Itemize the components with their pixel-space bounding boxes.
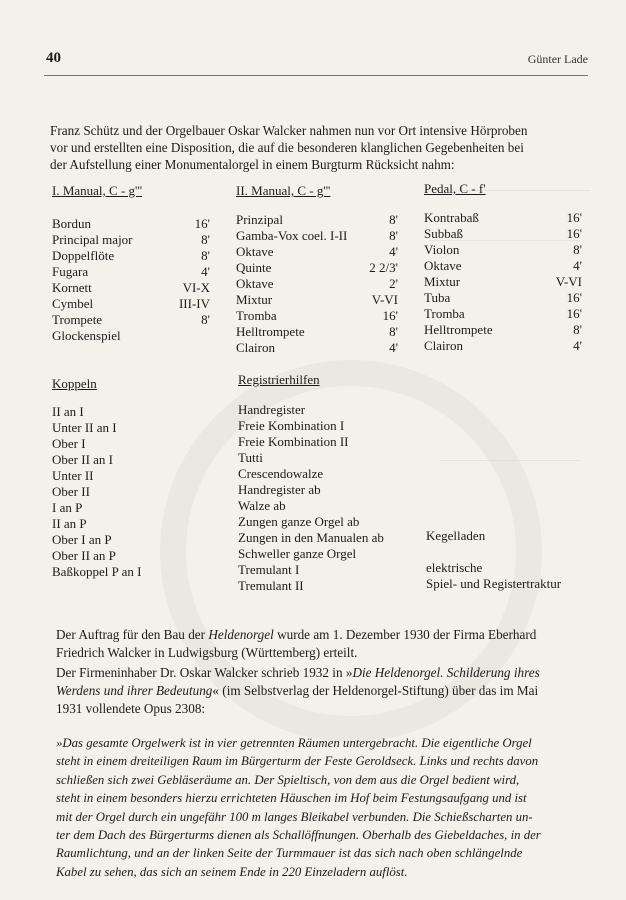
stop-value: 8' [389, 212, 398, 227]
italic-title: Die Heldenorgel. Schilderung ihres [352, 665, 540, 680]
stop-name: Kontrabaß [424, 210, 479, 225]
registrierhilfe-item: Zungen in den Manualen ab [238, 530, 384, 545]
stop-value: 16' [382, 308, 398, 323]
text-line [56, 626, 596, 644]
stop-name: Tromba [236, 308, 277, 323]
text-line [56, 682, 596, 700]
koppel-item: Unter II [52, 468, 94, 483]
stop-value: 8' [201, 312, 210, 327]
stop-name: Prinzipal [236, 212, 283, 227]
stop-value: VI-X [182, 280, 210, 295]
stop-value: 8' [389, 228, 398, 243]
stop-name: Clairon [424, 338, 463, 353]
traktur-note-line1: elektrische [426, 560, 483, 575]
quote-paragraph [56, 734, 601, 881]
registrierhilfe-item: Tremulant II [238, 578, 304, 593]
stop-value: 4' [389, 340, 398, 355]
quote-line: ter dem Dach des Bürgerturms dienen als Schallöffnungen. Oberhalb des Giebeldaches, in der [56, 828, 541, 843]
quote-line: steht in einem dreiteiligen Raum im Bürgerturm der Feste Geroldseck. Links und rechts davon [56, 754, 539, 769]
koppel-item: Ober II an P [52, 548, 116, 563]
bleed-through-line [440, 460, 580, 461]
koppel-item: I an P [52, 500, 83, 515]
stop-name: Tuba [424, 290, 451, 305]
stop-name: Clairon [236, 340, 275, 355]
stop-name: Helltrompete [236, 324, 305, 339]
stop-value: 4' [573, 258, 582, 273]
stop-name: Violon [424, 242, 460, 257]
registrierhilfe-item: Zungen ganze Orgel ab [238, 514, 360, 529]
stop-value: 16' [194, 216, 210, 231]
stop-value: 2 2/3' [369, 260, 398, 275]
stop-value: 2' [389, 276, 398, 291]
koppeln-heading: Koppeln [52, 376, 97, 391]
quote-line: Kabel zu sehen, das sich an seinem Ende in 220 Einzeladern auflöst. [56, 864, 408, 879]
koppel-item: Ober I [52, 436, 86, 451]
stop-name: Quinte [236, 260, 272, 275]
walcker-paragraph [56, 664, 596, 718]
order-paragraph [56, 626, 596, 662]
kegelladen-note: Kegelladen [426, 528, 486, 543]
stop-name: Kornett [52, 280, 92, 295]
koppel-item: Unter II an I [52, 420, 117, 435]
stop-name: Mixtur [424, 274, 461, 289]
stop-value: 16' [566, 226, 582, 241]
stop-value: 8' [573, 242, 582, 257]
stop-name: Doppelflöte [52, 248, 115, 263]
italic-title: Werdens und ihrer Bedeutung [56, 683, 213, 698]
running-author: Günter Lade [527, 52, 588, 66]
stop-name: Cymbel [52, 296, 94, 311]
page-number: 40 [46, 50, 61, 66]
text-span: Der Firmeninhaber Dr. Oskar Walcker schrieb 1932 in » [56, 665, 353, 680]
running-header [44, 50, 588, 72]
traktur-note-line2: Spiel- und Registertraktur [426, 576, 562, 591]
registrierhilfe-item: Freie Kombination I [238, 418, 345, 433]
stop-value: 8' [573, 322, 582, 337]
stop-value: V-VI [371, 292, 398, 307]
stop-value: 8' [389, 324, 398, 339]
stop-name: Oktave [236, 276, 274, 291]
stop-name: Fugara [52, 264, 89, 279]
stop-value: III-IV [178, 296, 210, 311]
koppel-item: Ober II [52, 484, 90, 499]
registrierhilfe-item: Freie Kombination II [238, 434, 349, 449]
registrierhilfe-item: Walze ab [238, 498, 286, 513]
text-line: vor und erstellten eine Disposition, die auf die besonderen klanglichen Gegebenheiten bei [50, 140, 524, 155]
stop-value: 16' [566, 210, 582, 225]
stop-value: 8' [201, 248, 210, 263]
manual2-heading: II. Manual, C - g''' [236, 183, 331, 198]
stop-name: Glockenspiel [52, 328, 121, 343]
stop-value: 16' [566, 306, 582, 321]
quote-line: »Das gesamte Orgelwerk ist in vier getrennten Räumen untergebracht. Die eigentliche Orgel [56, 736, 532, 750]
koppel-item: Ober I an P [52, 532, 112, 547]
quote-line: schließen sich zwei Gebläseräume an. Der Spieltisch, von dem aus die Orgel bedient wird, [56, 772, 520, 787]
text-line [56, 664, 596, 682]
pedal-heading: Pedal, C - f' [424, 181, 486, 196]
registrierhilfe-item: Schweller ganze Orgel [238, 546, 357, 561]
text-line: der Aufstellung einer Monumentalorgel in einem Burgturm Rücksicht nahm: [50, 157, 455, 172]
koppel-item: II an P [52, 516, 87, 531]
stop-value: 8' [201, 232, 210, 247]
stop-name: Mixtur [236, 292, 273, 307]
text-line: 1931 vollendete Opus 2308: [56, 701, 206, 716]
text-span: wurde am 1. Dezember 1930 der Firma Eberhard [273, 627, 537, 642]
stop-name: Helltrompete [424, 322, 493, 337]
quote-line: steht in einem besonders hierzu errichteten Häuschen im Hof beim Festungsaufgang und ist [56, 791, 527, 806]
stop-name: Oktave [236, 244, 274, 259]
registrierhilfe-item: Tutti [238, 450, 263, 465]
stop-name: Subbaß [424, 226, 463, 241]
stop-name: Principal major [52, 232, 133, 247]
stop-name: Tromba [424, 306, 465, 321]
text-line: Franz Schütz und der Orgelbauer Oskar Walcker nahmen nun vor Ort intensive Hörproben [50, 123, 528, 138]
koppel-item: II an I [52, 404, 84, 419]
stop-value: 4' [201, 264, 210, 279]
text-span: Der Auftrag für den Bau der [56, 627, 209, 642]
stop-value: V-VI [555, 274, 582, 289]
quote-line: mit der Orgel durch ein ungefähr 100 m langes Bleikabel verbunden. Die Schießscharten un- [56, 809, 533, 824]
stop-value: 16' [566, 290, 582, 305]
intro-paragraph [50, 122, 590, 173]
manual1-heading: I. Manual, C - g''' [52, 183, 143, 198]
stop-value: 4' [389, 244, 398, 259]
italic-title: Heldenorgel [208, 627, 274, 642]
text-span: « (im Selbstverlag der Heldenorgel-Stiftung) über das im Mai [212, 683, 539, 698]
quote-line: Raumlichtung, und an der linken Seite der Turmmauer ist das sich nach oben schlängelnde [56, 846, 523, 861]
registrierhilfe-item: Crescendowalze [238, 466, 324, 481]
text-line: Friedrich Walcker in Ludwigsburg (Württemberg) erteilt. [56, 645, 358, 660]
registrierhilfen-heading: Registrierhilfen [238, 372, 320, 387]
koppel-item: Baßkoppel P an I [52, 564, 142, 579]
registrierhilfe-item: Handregister [238, 402, 306, 417]
stop-name: Gamba-Vox coel. I-II [236, 228, 348, 243]
header-rule [44, 75, 588, 76]
registrierhilfe-item: Handregister ab [238, 482, 321, 497]
koppel-item: Ober II an I [52, 452, 113, 467]
stop-name: Oktave [424, 258, 462, 273]
stop-value: 4' [573, 338, 582, 353]
stop-name: Trompete [52, 312, 103, 327]
registrierhilfe-item: Tremulant I [238, 562, 300, 577]
stop-name: Bordun [52, 216, 91, 231]
